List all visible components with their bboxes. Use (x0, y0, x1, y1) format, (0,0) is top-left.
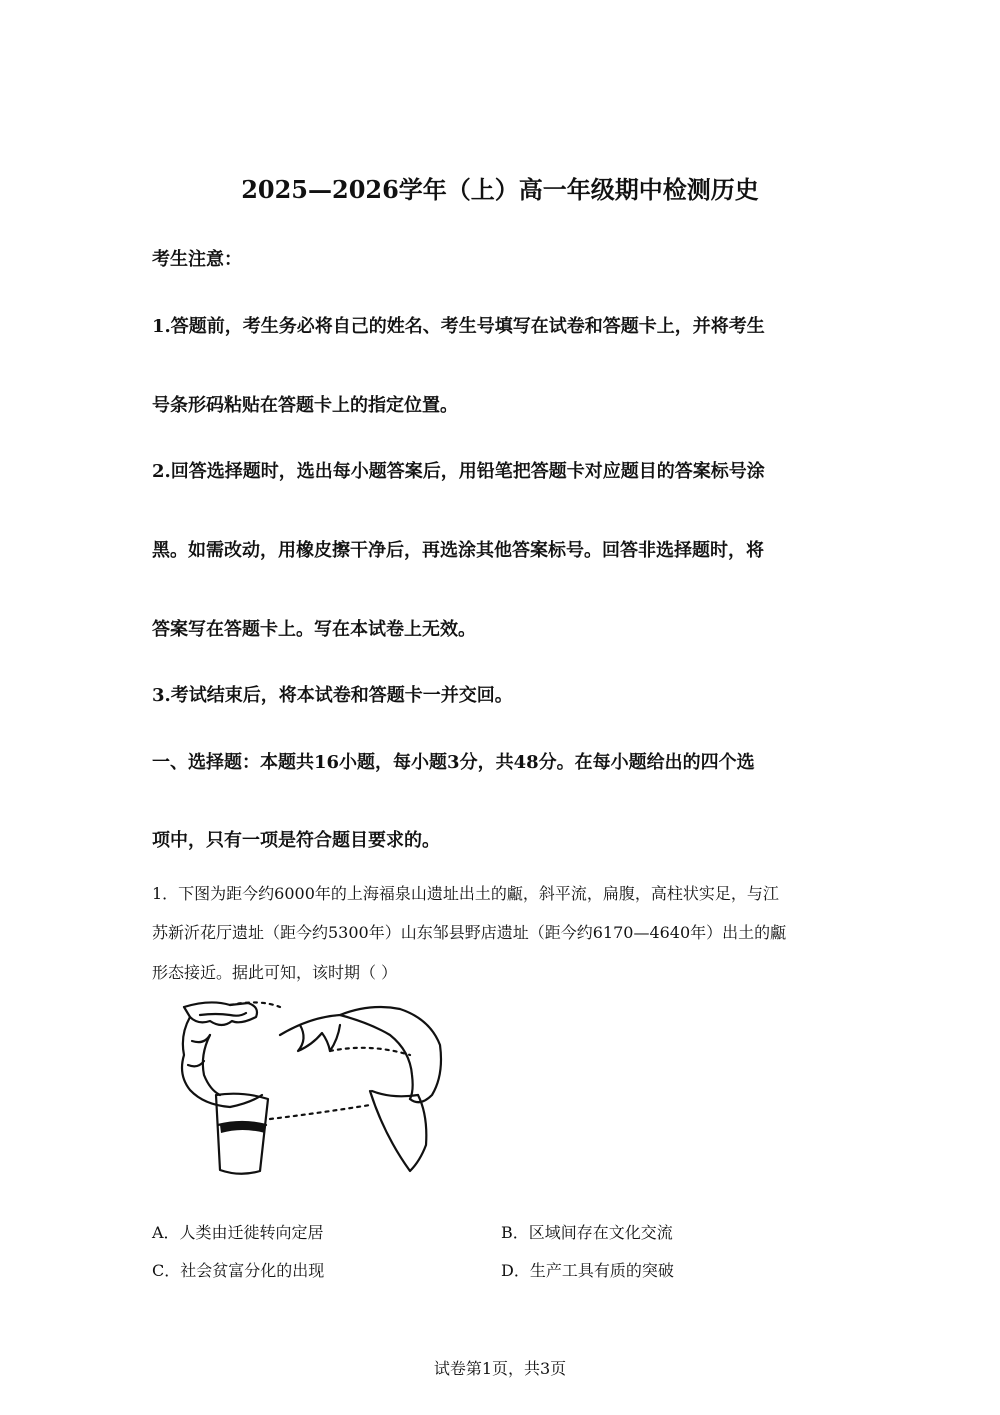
notice-heading: 考生注意： (152, 249, 242, 270)
question-1-line-3: 形态接近。据此可知，该时期（ ） (152, 963, 398, 982)
notice-line-6: 3.考试结束后，将本试卷和答题卡一并交回。 (152, 685, 513, 706)
section-heading-line-1: 一、选择题：本题共16小题，每小题3分，共48分。在每小题给出的四个选 (152, 752, 755, 773)
section-heading-line-2: 项中，只有一项是符合题目要求的。 (152, 830, 440, 851)
notice-line-1: 1.答题前，考生务必将自己的姓名、考生号填写在试卷和答题卡上，并将考生 (152, 316, 765, 337)
page-footer: 试卷第1页，共3页 (433, 1359, 567, 1378)
notice-line-2: 号条形码粘贴在答题卡上的指定位置。 (152, 395, 458, 416)
notice-line-5: 答案写在答题卡上。写在本试卷上无效。 (152, 619, 476, 640)
question-1-line-2: 苏新沂花厅遗址（距今约5300年）山东邹县野店遗址（距今约6170—4640年）出土的甗 (152, 923, 787, 942)
option-b: B．区域间存在文化交流 (501, 1223, 673, 1242)
exam-title: 2025—2026学年（上）高一年级期中检测历史 (241, 175, 759, 204)
question-1-line-1: 1．下图为距今约6000年的上海福泉山遗址出土的甗，斜平流，扁腹，高柱状实足，与江 (152, 884, 779, 903)
option-c: C．社会贫富分化的出现 (152, 1261, 325, 1280)
yan-vessel-figure (170, 995, 450, 1185)
option-d: D．生产工具有质的突破 (501, 1261, 674, 1280)
notice-line-3: 2.回答选择题时，选出每小题答案后，用铅笔把答题卡对应题目的答案标号涂 (152, 461, 765, 482)
notice-line-4: 黑。如需改动，用橡皮擦干净后，再选涂其他答案标号。回答非选择题时，将 (152, 540, 764, 561)
option-a: A．人类由迁徙转向定居 (152, 1223, 324, 1242)
